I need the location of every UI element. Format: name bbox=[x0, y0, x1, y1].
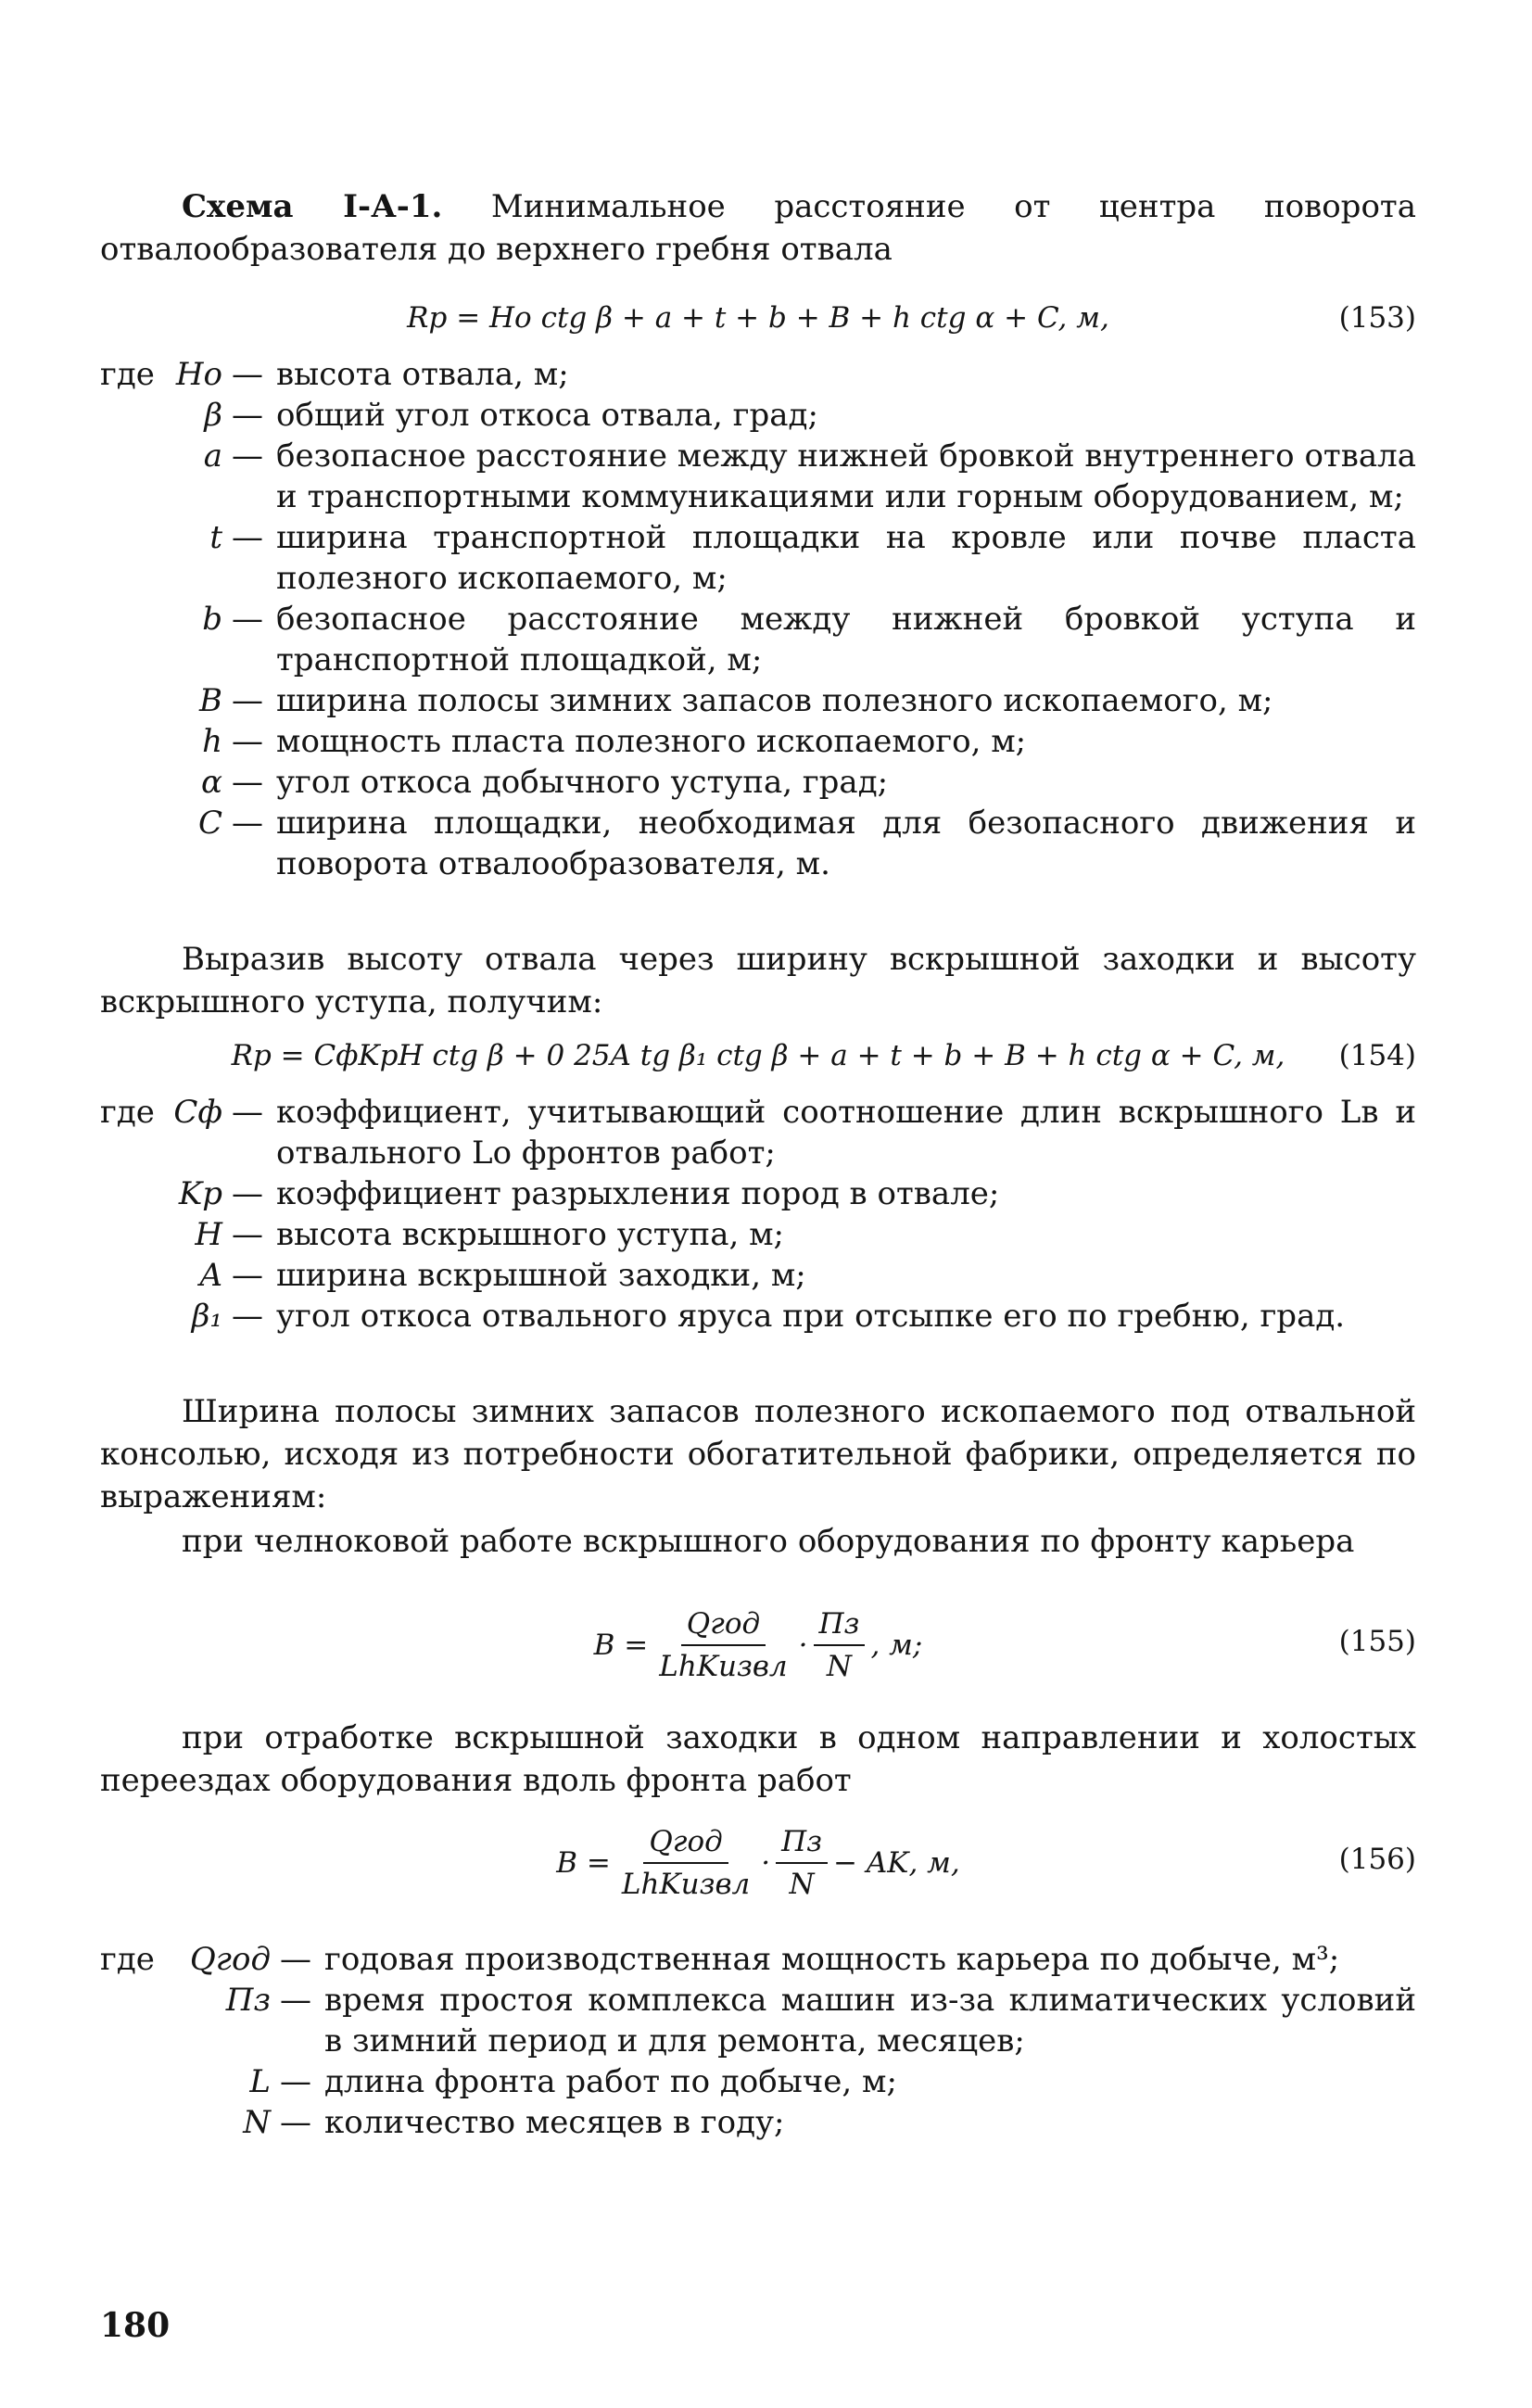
formula-156-tail: − AK, м, bbox=[833, 1846, 960, 1880]
where-label: где bbox=[100, 1941, 155, 1978]
definition-item bbox=[100, 2061, 1416, 2102]
where-label: где bbox=[100, 1094, 155, 1131]
definition-text: коэффициент разрыхления пород в отвале; bbox=[276, 1175, 1000, 1212]
scheme-paragraph bbox=[100, 185, 1416, 271]
dash: — bbox=[232, 1094, 263, 1131]
definition-text: угол откоса добычного уступа, град; bbox=[276, 764, 889, 801]
dash: — bbox=[280, 2104, 311, 2141]
fraction-numerator: Qгод bbox=[643, 1825, 728, 1864]
multiply-dot: · bbox=[761, 1846, 771, 1880]
paragraph-3: при челноковой работе вскрышного оборудования по фронту карьера bbox=[182, 1523, 1355, 1560]
fraction bbox=[776, 1825, 828, 1901]
definition-item bbox=[100, 395, 1416, 436]
dash: — bbox=[232, 1298, 263, 1335]
definition-item bbox=[100, 1296, 1416, 1337]
dash: — bbox=[232, 397, 263, 434]
definition-item bbox=[100, 1255, 1416, 1296]
definition-item bbox=[100, 680, 1416, 721]
formula-154 bbox=[100, 1033, 1416, 1079]
definitions-156 bbox=[100, 1939, 1416, 2143]
formula-156-expr bbox=[100, 1812, 1416, 1914]
formula-156-number: (156) bbox=[1338, 1843, 1416, 1876]
definition-text: годовая производственная мощность карьера по добыче, м³; bbox=[324, 1941, 1340, 1978]
definitions-154 bbox=[100, 1092, 1416, 1337]
definition-text: безопасное расстояние между нижней бровкой внутреннего отвала и транспортными коммуникациями или горным оборудованием, м; bbox=[276, 437, 1416, 515]
formula-153-number: (153) bbox=[1338, 301, 1416, 335]
definition-text: количество месяцев в году; bbox=[324, 2104, 785, 2141]
dash: — bbox=[232, 723, 263, 760]
multiply-dot: · bbox=[798, 1629, 808, 1662]
formula-153 bbox=[100, 295, 1416, 341]
fraction bbox=[616, 1825, 755, 1901]
fraction-numerator: Пз bbox=[814, 1607, 866, 1646]
definition-symbol: h bbox=[202, 723, 222, 760]
definition-text: ширина площадки, необходимая для безопасного движения и поворота отвалообразователя, м. bbox=[276, 805, 1416, 882]
definition-text: мощность пласта полезного ископаемого, м; bbox=[276, 723, 1027, 760]
definition-symbol: β₁ bbox=[191, 1298, 222, 1335]
definition-text: коэффициент, учитывающий соотношение длин вскрышного Lв и отвального Lо фронтов работ; bbox=[276, 1094, 1416, 1172]
formula-155-number: (155) bbox=[1338, 1625, 1416, 1658]
definition-item bbox=[100, 436, 1416, 517]
page-number: 180 bbox=[100, 2306, 171, 2345]
definition-symbol: B bbox=[199, 682, 222, 719]
definition-symbol: Hо bbox=[175, 356, 222, 393]
definition-text: высота отвала, м; bbox=[276, 356, 569, 393]
dash: — bbox=[232, 519, 263, 556]
definition-item bbox=[100, 2102, 1416, 2143]
formula-155-lhs: B = bbox=[593, 1629, 649, 1662]
definition-item bbox=[100, 1980, 1416, 2061]
formula-155 bbox=[100, 1594, 1416, 1696]
definition-item bbox=[100, 599, 1416, 680]
definition-text: время простоя комплекса машин из-за климатических условий в зимний период и для ремонта, месяцев; bbox=[324, 1982, 1416, 2059]
definition-text: ширина полосы зимних запасов полезного ископаемого, м; bbox=[276, 682, 1273, 719]
definition-text: длина фронта работ по добыче, м; bbox=[324, 2063, 897, 2100]
definition-item bbox=[100, 803, 1416, 884]
definition-item bbox=[100, 1092, 1416, 1173]
dash: — bbox=[232, 437, 263, 475]
fraction bbox=[653, 1607, 792, 1683]
definition-text: общий угол откоса отвала, град; bbox=[276, 397, 818, 434]
definition-symbol: Qгод bbox=[189, 1941, 271, 1978]
dash: — bbox=[280, 1982, 311, 2019]
definition-item bbox=[100, 762, 1416, 803]
definition-text: ширина вскрышной заходки, м; bbox=[276, 1257, 806, 1294]
definition-item bbox=[100, 1173, 1416, 1214]
fraction-numerator: Пз bbox=[776, 1825, 828, 1864]
scheme-title: Схема I-А-1. bbox=[182, 188, 443, 225]
formula-154-number: (154) bbox=[1338, 1039, 1416, 1072]
definition-symbol: β bbox=[204, 397, 222, 434]
definition-symbol: H bbox=[195, 1216, 222, 1253]
dash: — bbox=[232, 764, 263, 801]
definition-item bbox=[100, 721, 1416, 762]
definition-symbol: a bbox=[203, 437, 222, 475]
fraction-denominator: N bbox=[826, 1650, 853, 1683]
formula-155-tail: , м; bbox=[870, 1629, 923, 1662]
scheme-text: Минимальное расстояние от центра поворота отвалообразователя до верхнего гребня отвала bbox=[100, 188, 1416, 268]
definition-text: ширина транспортной площадки на кровле или почве пласта полезного ископаемого, м; bbox=[276, 519, 1416, 597]
fraction-denominator: LhKизвл bbox=[659, 1650, 788, 1683]
definition-symbol: A bbox=[199, 1257, 222, 1294]
fraction bbox=[814, 1607, 866, 1683]
dash: — bbox=[280, 2063, 311, 2100]
dash: — bbox=[232, 1257, 263, 1294]
dash: — bbox=[232, 1175, 263, 1212]
paragraph-2: Ширина полосы зимних запасов полезного ископаемого под отвальной консолью, исходя из потребности обогатительной фабрики, определяется по выражениям: bbox=[100, 1393, 1416, 1515]
dash: — bbox=[232, 805, 263, 842]
dash: — bbox=[232, 356, 263, 393]
dash: — bbox=[280, 1941, 311, 1978]
definition-symbol: b bbox=[202, 601, 222, 638]
definition-symbol: C bbox=[197, 805, 222, 842]
formula-153-expr: Rр = Hо ctg β + a + t + b + B + h ctg α + C, м, bbox=[407, 301, 1109, 335]
definition-symbol: Kр bbox=[178, 1175, 222, 1212]
formula-156-lhs: B = bbox=[556, 1846, 611, 1880]
definition-item bbox=[100, 354, 1416, 395]
fraction-numerator: Qгод bbox=[681, 1607, 766, 1646]
definition-item bbox=[100, 1214, 1416, 1255]
definition-symbol: t bbox=[209, 519, 222, 556]
definition-text: безопасное расстояние между нижней бровкой уступа и транспортной площадкой, м; bbox=[276, 601, 1416, 678]
paragraph-4: при отработке вскрышной заходки в одном направлении и холостых переездах оборудования вдоль фронта работ bbox=[100, 1719, 1416, 1799]
definition-text: угол откоса отвального яруса при отсыпке его по гребню, град. bbox=[276, 1298, 1346, 1335]
definition-item bbox=[100, 1939, 1416, 1980]
paragraph-1: Выразив высоту отвала через ширину вскрышной заходки и высоту вскрышного уступа, получим: bbox=[100, 941, 1416, 1020]
dash: — bbox=[232, 1216, 263, 1253]
definition-symbol: α bbox=[201, 764, 222, 801]
definitions-153 bbox=[100, 354, 1416, 884]
formula-156 bbox=[100, 1812, 1416, 1914]
definition-symbol: N bbox=[243, 2104, 271, 2141]
dash: — bbox=[232, 601, 263, 638]
formula-155-expr bbox=[100, 1594, 1416, 1696]
dash: — bbox=[232, 682, 263, 719]
definition-symbol: Пз bbox=[225, 1982, 271, 2019]
definition-item bbox=[100, 517, 1416, 599]
definition-text: высота вскрышного уступа, м; bbox=[276, 1216, 785, 1253]
fraction-denominator: LhKизвл bbox=[621, 1868, 751, 1901]
fraction-denominator: N bbox=[789, 1868, 815, 1901]
where-label: где bbox=[100, 356, 155, 393]
formula-154-expr: Rр = CфKрH ctg β + 0 25A tg β₁ ctg β + a + t + b + B + h ctg α + C, м, bbox=[231, 1039, 1285, 1072]
definition-symbol: Cф bbox=[173, 1094, 222, 1131]
definition-symbol: L bbox=[249, 2063, 271, 2100]
